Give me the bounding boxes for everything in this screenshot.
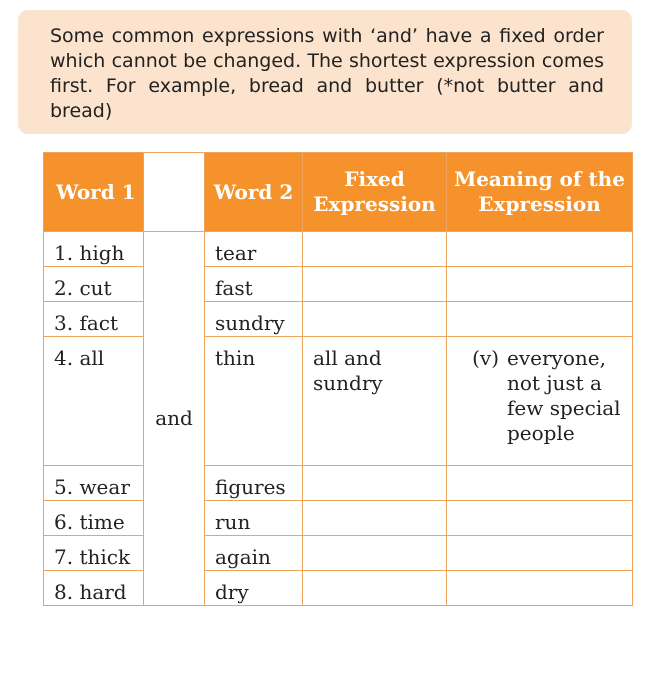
header-word2: Word 2 xyxy=(205,153,303,232)
fixed-expression-cell[interactable]: all and sundry xyxy=(303,337,447,466)
fixed-expression-cell[interactable] xyxy=(303,536,447,571)
word1-cell: 3. fact xyxy=(44,302,144,337)
table-header-row xyxy=(44,153,633,232)
word1-cell: 2. cut xyxy=(44,267,144,302)
meaning-cell[interactable] xyxy=(447,571,633,606)
meaning-cell[interactable] xyxy=(447,337,633,466)
word1-cell: 6. time xyxy=(44,501,144,536)
meaning-cell[interactable] xyxy=(447,302,633,337)
word2-cell: dry xyxy=(205,571,303,606)
and-cell: and xyxy=(144,232,205,606)
table-row xyxy=(44,571,633,606)
word2-cell: fast xyxy=(205,267,303,302)
word2-cell: run xyxy=(205,501,303,536)
fixed-expression-cell[interactable] xyxy=(303,501,447,536)
table-row xyxy=(44,536,633,571)
word2-cell: sundry xyxy=(205,302,303,337)
table-row xyxy=(44,302,633,337)
word1-cell: 7. thick xyxy=(44,536,144,571)
word2-cell: figures xyxy=(205,466,303,501)
table-row xyxy=(44,466,633,501)
note-text: Some common expressions with ‘and’ have a fixed order which cannot be changed. The shortest expression comes first. For example, bread and butter (*not butter and bread) xyxy=(50,25,604,122)
header-meaning: Meaning of the Expression xyxy=(447,153,633,232)
word1-cell: 5. wear xyxy=(44,466,144,501)
meaning-cell[interactable] xyxy=(447,466,633,501)
table-row xyxy=(44,232,633,267)
word2-cell: tear xyxy=(205,232,303,267)
meaning-cell[interactable] xyxy=(447,267,633,302)
header-word1: Word 1 xyxy=(44,153,144,232)
word1-cell: 8. hard xyxy=(44,571,144,606)
fixed-expression-cell[interactable] xyxy=(303,466,447,501)
fixed-expression-cell[interactable] xyxy=(303,302,447,337)
fixed-expression-cell[interactable] xyxy=(303,232,447,267)
meaning-cell[interactable] xyxy=(447,232,633,267)
header-fixed-expression: Fixed Expression xyxy=(303,153,447,232)
fixed-expression-cell[interactable] xyxy=(303,571,447,606)
meaning-cell[interactable] xyxy=(447,501,633,536)
expression-table xyxy=(43,152,633,606)
header-and xyxy=(144,153,205,232)
word2-cell: again xyxy=(205,536,303,571)
table-row xyxy=(44,501,633,536)
word2-cell: thin xyxy=(205,337,303,466)
meaning-letter: (v) xyxy=(472,346,499,370)
fixed-expression-cell[interactable] xyxy=(303,267,447,302)
meaning-text: everyone, not just a few special people xyxy=(507,346,621,445)
meaning-cell[interactable] xyxy=(447,536,633,571)
table-row xyxy=(44,267,633,302)
note-box xyxy=(18,10,632,134)
table-row xyxy=(44,337,633,466)
word1-cell: 1. high xyxy=(44,232,144,267)
word1-cell: 4. all xyxy=(44,337,144,466)
